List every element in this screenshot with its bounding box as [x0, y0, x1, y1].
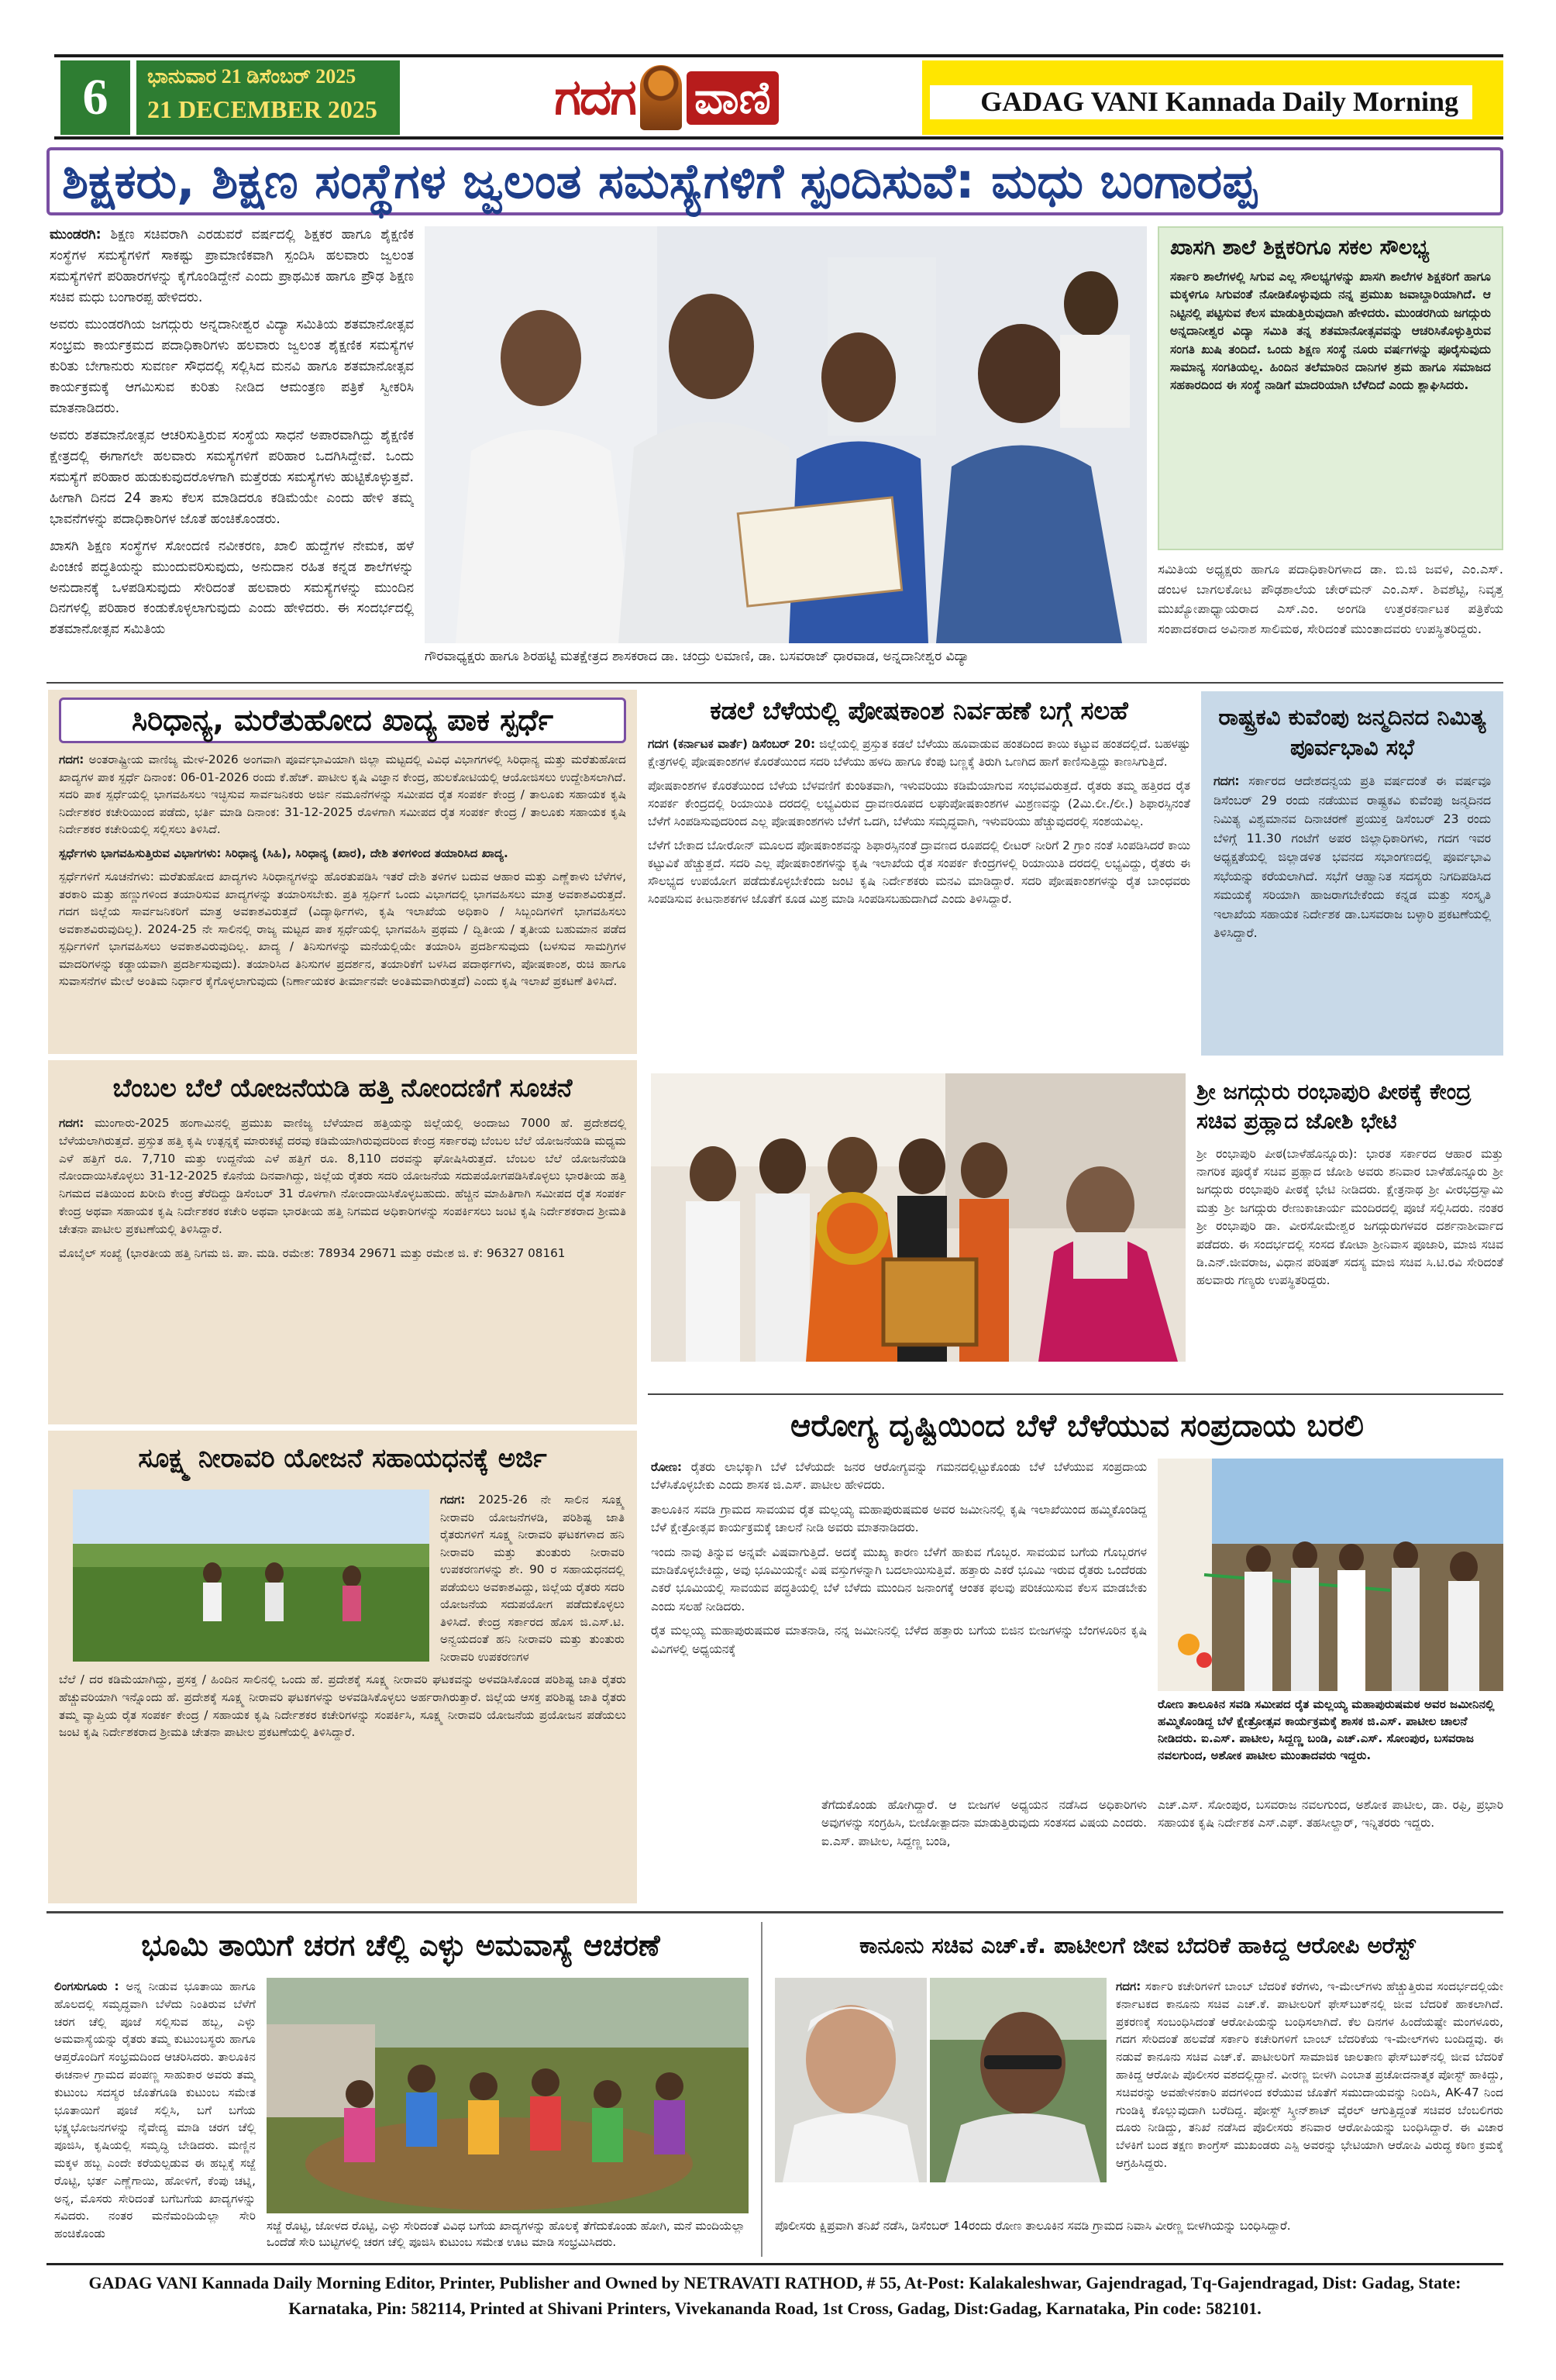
- irrigation-side: [440, 1491, 625, 1665]
- deity-figure-icon: [640, 65, 682, 130]
- health-photo-caption: ರೋಣ ತಾಲೂಕಿನ ಸವಡಿ ಸಮೀಪದ ರೈತ ಮಲ್ಲಯ್ಯ ಮಹಾಪುರುಷಮಠ ಅವರ ಜಮೀನಿನಲ್ಲಿ ಹಮ್ಮಿಕೊಂಡಿದ್ದ ಬೆಳೆ ಕ್ಷೇತ್ರೋತ್ಸವ ಕಾರ್ಯಕ್ರಮಕ್ಕೆ ಶಾಸಕ ಜಿ.ಎಸ್. ಪಾಟೀಲ ಚಾಲನೆ ನೀಡಿದರು. ಐ.ಎಸ್. ಪಾಟೀಲ, ಸಿದ್ದಣ್ಣ ಬಂಡಿ, ಎಚ್.ಎಸ್. ಸೋಂಪುರ, ಬಸವರಾಜ ನವಲಗುಂದ, ಅಶೋಕ ಪಾಟೀಲ ಮುಂತಾದವರು ಇದ್ದರು.: [1158, 1697, 1495, 1763]
- irrigation-headline: ಸೂಕ್ಷ್ಮ ನೀರಾವರಿ ಯೋಜನೆ ಸಹಾಯಧನಕ್ಕೆ ಅರ್ಜಿ: [138, 1443, 547, 1474]
- private-teachers-box: [1158, 226, 1503, 550]
- millet-paragraph: ಸ್ಪರ್ಧೆಗಳು ಭಾಗವಹಿಸುತ್ತಿರುವ ವಿಭಾಗಗಳು: ಸಿರಿಧಾನ್ಯ (ಸಿಹಿ), ಸಿರಿಧಾನ್ಯ (ಖಾರ), ದೇಶಿ ತಳಿಗಳಿಂದ ತಯಾರಿಸಿದ ಖಾದ್ಯ.: [59, 846, 508, 860]
- chickpea-paragraph: ಬೆಳೆಗೆ ಬೇಕಾದ ಬೋರೋನ್ ಮೂಲದ ಪೋಷಕಾಂಶವನ್ನು ಶಿಫಾರಸ್ಸಿನಂತೆ ದ್ರಾವಣದ ರೂಪದಲ್ಲಿ ಲೀಟರ್ ನೀರಿಗೆ 2 ಗ್ರಾಂ ನಂತೆ ಸಿಂಪಡಿಸಿದರೆ ಕಾಯಿ ಕಟ್ಟುವಿಕೆ ಹೆಚ್ಚುತ್ತದೆ. ಸದರಿ ಎಲ್ಲ ಪೋಷಕಾಂಶಗಳನ್ನು ಕೃಷಿ ಇಲಾಖೆಯ ರೈತ ಸಂಪರ್ಕ ಕೇಂದ್ರಗಳಲ್ಲಿ ರಿಯಾಯಿತಿ ದರದಲ್ಲಿ ಲಭ್ಯವಿದ್ದು, ರೈತರು ಈ ಸೌಲಭ್ಯದ ಉಪಯೋಗ ಪಡೆದುಕೊಳ್ಳಬೇಕೆಂದು ಜಂಟಿ ಕೃಷಿ ನಿರ್ದೇಶಕರು ಮನವಿ ಮಾಡಿದ್ದಾರೆ. ಸದರಿ ಪೋಷಕಾಂಶಗಳನ್ನು ರೈತ ಬಾಂಧವರು ಸಿಂಪಡಿಸುವ ಕೀಟನಾಶಕಗಳ ಜೊತೆಗೆ ಕೂಡ ಮಿಶ್ರ ಮಾಡಿ ಸಿಂಪಡಿಸಬಹುದಾಗಿದೆ ಎಂದು ತಿಳಿಸಿದ್ದಾರೆ.: [648, 838, 1190, 906]
- arrest-photo-accused: [930, 1978, 1107, 2182]
- lead-photo: [425, 226, 1147, 643]
- divider: [46, 682, 1503, 684]
- chickpea-body: [648, 735, 1190, 1045]
- health-headline: ಆರೋಗ್ಯ ದೃಷ್ಟಿಯಿಂದ ಬೆಳೆ ಬೆಳೆಯುವ ಸಂಪ್ರದಾಯ ಬರಲಿ: [790, 1408, 1364, 1444]
- amavasya-dateline: ಲಿಂಗಸುಗೂರು :: [54, 1979, 119, 1993]
- irrigation-dateline: ಗದಗ:: [440, 1493, 466, 1507]
- health-paragraph: ತಾಲೂಕಿನ ಸವಡಿ ಗ್ರಾಮದ ಸಾವಯವ ರೈತ ಮಲ್ಲಯ್ಯ ಮಹಾಪುರುಷಮಠ ಅವರ ಜಮೀನಿನಲ್ಲಿ ಕೃಷಿ ಇಲಾಖೆಯಿಂದ ಹಮ್ಮಿಕೊಂಡಿದ್ದ ಬೆಳೆ ಕ್ಷೇತ್ರೋತ್ಸವ ಕಾರ್ಯಕ್ರಮಕ್ಕೆ ಚಾಲನೆ ನೀಡಿ ಅವರು ಮಾತನಾಡಿದರು.: [651, 1502, 1147, 1535]
- cotton-box: [48, 1060, 637, 1424]
- joshi-body: ಶ್ರೀ ರಂಭಾಪುರಿ ಪೀಠ(ಬಾಳೆಹೊನ್ನೂರು): ಭಾರತ ಸರ್ಕಾರದ ಆಹಾರ ಮತ್ತು ನಾಗರಿಕ ಪೂರೈಕೆ ಸಚಿವ ಪ್ರಹ್ಲಾದ ಜೋಶಿ ಅವರು ಶನಿವಾರ ಬಾಳೆಹೊನ್ನೂರು ಶ್ರೀ ಜಗದ್ಗುರು ರಂಭಾಪುರಿ ಪೀಠಕ್ಕೆ ಭೇಟಿ ನೀಡಿದರು. ಕ್ಷೇತ್ರನಾಥ ಶ್ರೀ ವೀರಭದ್ರಸ್ವಾಮಿ ಮತ್ತು ಶ್ರೀ ಜಗದ್ಗುರು ರೇಣುಕಾಚಾರ್ಯ ಮಂದಿರದಲ್ಲಿ ಪೂಜೆ ಸಲ್ಲಿಸಿದರು. ನಂತರ ಶ್ರೀ ರಂಭಾಪುರಿ ಡಾ. ವೀರಸೋಮೇಶ್ವರ ಜಗದ್ಗುರುಗಳವರ ದರ್ಶನಾಶೀರ್ವಾದ ಪಡೆದರು. ಈ ಸಂದರ್ಭದಲ್ಲಿ ಸಂಸದ ಕೋಟಾ ಶ್ರೀನಿವಾಸ ಪೂಜಾರಿ, ಮಾಜಿ ಸಚಿವ ಡಿ.ಎನ್.ಜೀವರಾಜ, ವಿಧಾನ ಪರಿಷತ್ ಸದಸ್ಯ ಮಾಜಿ ಸಚಿವ ಸಿ.ಟಿ.ರವಿ ಸೇರಿದಂತೆ ಹಲವಾರು ಗಣ್ಯರು ಉಪಸ್ಥಿತರಿದ್ದರು.: [1196, 1146, 1503, 1288]
- cotton-headline: ಬೆಂಬಲ ಬೆಲೆ ಯೋಜನೆಯಡಿ ಹತ್ತಿ ನೋಂದಣಿಗೆ ಸೂಚನೆ: [112, 1073, 573, 1103]
- irrigation-box: [48, 1431, 637, 1903]
- kuvempu-body: [1213, 772, 1491, 1028]
- arrest-body: [1116, 1978, 1503, 2210]
- lead-paragraph: ಅವರು ಮುಂಡರಗಿಯ ಜಗದ್ಗುರು ಅನ್ನದಾನೀಶ್ವರ ವಿದ್ಯಾ ಸಮಿತಿಯ ಶತಮಾನೋತ್ಸವ ಸಂಭ್ರಮ ಕಾರ್ಯಕ್ರಮದ ಪದಾಧಿಕಾರಿಗಳು ಹಲವಾರು ಜ್ವಲಂತ ಶೈಕ್ಷಣಿಕ ಸಮಸ್ಯೆಗಳ ಕುರಿತು ಬೇಗಾನುರು ಸುವರ್ಣ ಸೌಧದಲ್ಲಿ ಸಲ್ಲಿಸಿದ ಮನವಿ ಹಾಗೂ ಶತಮಾನೋತ್ಸವ ಕಾರ್ಯಕ್ರಮಕ್ಕೆ ಆಗಮಿಸುವ ಕುರಿತು ನೀಡಿದ ಆಮಂತ್ರಣ ಪತ್ರಿಕೆ ಸ್ವೀಕರಿಸಿ ಮಾತನಾಡಿದರು.: [50, 316, 414, 416]
- joshi-photo: [651, 1073, 1186, 1362]
- chickpea-paragraph: ಪೋಷಕಾಂಶಗಳ ಕೊರತೆಯಿಂದ ಬೆಳೆಯ ಬೆಳವಣಿಗೆ ಕುಂಠಿತವಾಗಿ, ಇಳುವರಿಯು ಕಡಿಮೆಯಾಗುವ ಸಂಭವವಿರುತ್ತದೆ. ರೈತರು ತಮ್ಮ ಹತ್ತಿರದ ರೈತ ಸಂಪರ್ಕ ಕೇಂದ್ರದಲ್ಲಿ ರಿಯಾಯಿತಿ ದರದಲ್ಲಿ ಲಭ್ಯವಿರುವ ದ್ರಾವಣರೂಪದ ಲಘುಪೋಷಕಾಂಶಗಳ ಮಿಶ್ರಣವನ್ನು (2ಮಿ.ಲೀ./ಲೀ.) ಶಿಫಾರಸ್ಸಿನಂತೆ ಬೆಳೆಗೆ ಸಿಂಪಡಿಸುವುದರಿಂದ ಎಲ್ಲ ಪೋಷಕಾಂಶಗಳು ಬೆಳೆಗೆ ಒದಗಿ, ಬೆಳೆಯು ಸಮೃದ್ಧವಾಗಿ, ಇಳುವರಿಯು ಹೆಚ್ಚುವುದರಲ್ಲಿ ಸಂಶಯವಿಲ್ಲ.: [648, 778, 1190, 828]
- health-paragraph: ರೈತ ಮಲ್ಲಯ್ಯ ಮಹಾಪುರುಷಮಠ ಮಾತನಾಡಿ, ನನ್ನ ಜಮೀನಿನಲ್ಲಿ ಬೆಳೆದ ಹತ್ತಾರು ಬಗೆಯ ಬಿಜಿನ ಬೀಜಗಳನ್ನು ಬೆಂಗಳೂರಿನ ಕೃಷಿ ವಿವಿಗಳಲ್ಲಿ ಅಧ್ಯಯನಕ್ಕೆ: [651, 1624, 1147, 1656]
- imprint-footer: [46, 2263, 1503, 2330]
- millet-headline: ಸಿರಿಧಾನ್ಯ, ಮರೆತುಹೋದ ಖಾದ್ಯ ಪಾಕ ಸ್ಪರ್ಧೆ: [59, 697, 626, 743]
- page-number: 6: [60, 60, 130, 135]
- amavasya-photo-caption: ಸಜ್ಜೆ ರೊಟ್ಟಿ, ಜೋಳದ ರೊಟ್ಟಿ, ಎಳ್ಳು ಸೇರಿದಂತೆ ವಿವಿಧ ಬಗೆಯ ಖಾದ್ಯಗಳನ್ನು ಹೊಲಕ್ಕೆ ತೆಗೆದುಕೊಂಡು ಹೋಗಿ, ಮನೆ ಮಂದಿಯೆಲ್ಲಾ ಒಂದೆಡೆ ಸೇರಿ ಬುಟ್ಟಿಗಳಲ್ಲಿ ಚರಗ ಚೆಲ್ಲಿ ಪೂಜಿಸಿ ಕುಟುಂಬ ಸಮೇತ ಊಟ ಮಾಡಿ ಸಂಭ್ರಮಿಸಿದರು.: [267, 2219, 745, 2249]
- millet-body: [59, 751, 626, 1045]
- kuvempu-text: ಸರ್ಕಾರದ ಆದೇಶದನ್ವಯ ಪ್ರತಿ ವರ್ಷದಂತೆ ಈ ವರ್ಷವೂ ಡಿಸೆಂಬರ್ 29 ರಂದು ನಡೆಯುವ ರಾಷ್ಟ್ರಕವಿ ಕುವೆಂಪು ಜನ್ಮದಿನದ ನಿಮಿತ್ಯ ವಿಶ್ವಮಾನವ ದಿನಾಚರಣೆ ಪ್ರಯುಕ್ತ ಡಿಸೆಂಬರ್ 23 ರಂದು ಬೆಳಿಗ್ಗೆ 11.30 ಗಂಟೆಗೆ ಅಪರ ಜಿಲ್ಲಾಧಿಕಾರಿಗಳು, ಗದಗ ಇವರ ಅಧ್ಯಕ್ಷತೆಯಲ್ಲಿ ಜಿಲ್ಲಾಡಳಿತ ಭವನದ ಸಭಾಂಗಣದಲ್ಲಿ ಪೂರ್ವಭಾವಿ ಸಭೆಯನ್ನು ಕರೆಯಲಾಗಿದೆ. ಸಭೆಗೆ ಆಹ್ವಾನಿತ ಸದಸ್ಯರು ನಿಗದಿಪಡಿಸಿದ ಸಮಯಕ್ಕೆ ಸರಿಯಾಗಿ ಹಾಜರಾಗಬೇಕೆಂದು ಕನ್ನಡ ಮತ್ತು ಸಂಸ್ಕೃತಿ ಇಲಾಖೆಯ ಸಹಾಯಕ ನಿರ್ದೇಶಕ ಡಾ.ಬಸವರಾಜ ಬಳ್ಳಾರಿ ಪ್ರಕಟಣೆಯಲ್ಲಿ ತಿಳಿಸಿದ್ದಾರೆ.: [1213, 773, 1491, 941]
- health-photo: [1158, 1459, 1503, 1691]
- health-paragraph: ರೈತರು ಲಾಭಕ್ಕಾಗಿ ಬೆಳೆ ಬೆಳೆಯದೇ ಜನರ ಆರೋಗ್ಯವನ್ನು ಗಮನದಲ್ಲಿಟ್ಟುಕೊಂಡು ಬೆಳೆ ಬೆಳೆಯುವ ಸಂಪ್ರದಾಯ ಬೆಳೆಸಿಕೊಳ್ಳಬೇಕು ಎಂದು ಶಾಸಕ ಜಿ.ಎಸ್. ಪಾಟೀಲ ಹೇಳಿದರು.: [651, 1460, 1147, 1493]
- arrest-headline: ಕಾನೂನು ಸಚಿವ ಎಚ್.ಕೆ. ಪಾಟೀಲಗೆ ಜೀವ ಬೆದರಿಕೆ ಹಾಕಿದ್ದ ಆರೋಪಿ ಅರೆಸ್ಟ್: [859, 1932, 1416, 1958]
- imprint-line-1: GADAG VANI Kannada Daily Morning Editor, Printer, Publisher and Owned by NETRAVATI RATHOD, # 55, At-Post: Kalakaleshwar, Gajendragad, Tq-Gajendragad, Dist: Gadag, State:: [88, 2273, 1461, 2292]
- millet-paragraph: ಸ್ಪರ್ಧೆಗಳಿಗೆ ಸೂಚನೆಗಳು: ಮರೆತುಹೋದ ಖಾದ್ಯಗಳು ಸಿರಿಧಾನ್ಯಗಳನ್ನು ಹೊರತುಪಡಿಸಿ ಇತರೆ ದೇಶಿ ತಳಿಗಳ ಬದುವ ಆಹಾರ ಮತ್ತು ಎಣ್ಣೆಕಾಳು ಬೆಳೆಗಳ, ತರಕಾರಿ ಮತ್ತು ಹಣ್ಣುಗಳಿಂದ ತಯಾರಿಸುವ ಖಾದ್ಯಗಳನ್ನು ತಯಾರಿಸಬೇಕು. ಪ್ರತಿ ಸ್ಪರ್ಧಿಗೆ ಒಂದು ವಿಭಾಗದಲ್ಲಿ ಭಾಗವಹಿಸಲು ಮಾತ್ರ ಅವಕಾಶವಿರುತ್ತದೆ. ಗದಗ ಜಿಲ್ಲೆಯ ಸಾರ್ವಜನಿಕರಿಗೆ ಮಾತ್ರ ಅವಕಾಶವಿರುತ್ತದೆ (ವಿದ್ಯಾರ್ಥಿಗಳು, ಕೃಷಿ ಇಲಾಖೆಯ ಅಧಿಕಾರಿ / ಸಿಬ್ಬಂದಿಗಳಿಗೆ ಭಾಗವಹಿಸಲು ಅವಕಾಶವಿರುವುದಿಲ್ಲ). 2024-25 ನೇ ಸಾಲಿನಲ್ಲಿ ರಾಜ್ಯ ಮಟ್ಟದ ಪಾಕ ಸ್ಪರ್ಧೆಯಲ್ಲಿ ಭಾಗವಹಿಸಿ ಪ್ರಥಮ / ದ್ವಿತೀಯ / ತೃತೀಯ ಬಹುಮಾನ ಪಡೆದ ಸ್ಪರ್ಧಿಗಳಿಗೆ ಭಾಗವಹಿಸಲು ಅವಕಾಶವಿರುವುದಿಲ್ಲ. ಖಾದ್ಯ / ತಿನಿಸುಗಳನ್ನು ಮನೆಯಲ್ಲಿಯೇ ತಯಾರಿಸಿ ಪ್ರದರ್ಶಿಸುವುದು (ಬಳಸುವ ಸಾಮಗ್ರಿಗಳ ಮಾದರಿಗಳನ್ನು ಕಡ್ಡಾಯವಾಗಿ ಪ್ರದರ್ಶಿಸುವುದು). ತಯಾರಿಸಿದ ತಿನಿಸುಗಳ ಪ್ರದರ್ಶನ, ತಯಾರಿಕೆಗೆ ಬಳಸಿದ ಪದಾರ್ಥಗಳು, ಪೋಷಕಾಂಶ, ರುಚಿ ಹಾಗೂ ಸುವಾಸನೆಗಳ ಮೇಲೆ ಅಂತಿಮ ನಿರ್ಧಾರ ಕೈಗೊಳ್ಳಲಾಗುವುದು (ನಿರ್ಣಾಯಕರ ತೀರ್ಮಾನವೇ ಅಂತಿಮವಾಗಿರುತ್ತದೆ) ಎಂದು ಕೃಷಿ ಇಲಾಖೆ ಪ್ರಕಟಣೆ ತಿಳಿಸಿದೆ.: [59, 870, 626, 988]
- kuvempu-box: [1201, 691, 1503, 1056]
- joshi-story: [1196, 1077, 1503, 1424]
- divider: [648, 1393, 1503, 1395]
- lead-paragraph: ಶಿಕ್ಷಣ ಸಚಿವರಾಗಿ ಎರಡುವರೆ ವರ್ಷದಲ್ಲಿ ಶಿಕ್ಷಕರ ಹಾಗೂ ಶೈಕ್ಷಣಿಕ ಸಂಸ್ಥೆಗಳ ಸಮಸ್ಯೆಗಳಿಗೆ ಸಾಕಷ್ಟು ಪ್ರಾಮಾಣಿಕವಾಗಿ ಸ್ಪಂದಿಸಿ ಹಲವಾರು ಜ್ವಲಂತ ಸಮಸ್ಯೆಗಳಿಗೆ ಪರಿಹಾರಗಳನ್ನು ಕೈಗೊಂಡಿದ್ದೇನೆ ಎಂದು ಪ್ರಾಥಮಿಕ ಹಾಗೂ ಪ್ರೌಢ ಶಿಕ್ಷಣ ಸಚಿವ ಮಧು ಬಂಗಾರಪ್ಪ ಹೇಳಿದರು.: [50, 227, 414, 305]
- irrigation-bottom-text: ಬೆಲೆ / ದರ ಕಡಿಮೆಯಾಗಿದ್ದು, ಪ್ರಸಕ್ತ / ಹಿಂದಿನ ಸಾಲಿನಲ್ಲಿ ಒಂದು ಹೆ. ಪ್ರದೇಶಕ್ಕೆ ಸೂಕ್ಷ್ಮ ನೀರಾವರಿ ಘಟಕವನ್ನು ಅಳವಡಿಸಿಕೊಂಡ ಪರಿಶಿಷ್ಟ ಜಾತಿ ರೈತರು ಹೆಚ್ಚುವರಿಯಾಗಿ ಇನ್ನೊಂದು ಹೆ. ಪ್ರದೇಶಕ್ಕೆ ಸೂಕ್ಷ್ಮ ನೀರಾವರಿ ಘಟಕಗಳನ್ನು ಅಳವಡಿಸಿಕೊಳ್ಳಲು ಅರ್ಹರಾಗಿರುತ್ತಾರೆ. ಜಿಲ್ಲೆಯ ಆಸಕ್ತ ಪರಿಶಿಷ್ಟ ಜಾತಿ ರೈತರು ತಮ್ಮ ವ್ಯಾಪ್ತಿಯ ರೈತ ಸಂಪರ್ಕ ಕೇಂದ್ರ / ಸಹಾಯಕ ಕೃಷಿ ನಿರ್ದೇಶಕರ ಕಚೇರಿಗಳನ್ನು ಸಂಪರ್ಕಿಸಿ, ಸೂಕ್ಷ್ಮ ನೀರಾವರಿ ಯೋಜನೆಯ ಪ್ರಯೋಜನ ಪಡೆಯಲು ಜಂಟಿ ಕೃಷಿ ನಿರ್ದೇಶಕರಾದ ಶ್ರೀಮತಿ ಚೇತನಾ ಪಾಟೀಲ ಪ್ರಕಟಣೆಯಲ್ಲಿ ತಿಳಿಸಿದ್ದಾರೆ.: [59, 1672, 626, 1740]
- health-dateline: ರೋಣ:: [651, 1460, 683, 1474]
- joshi-headline: ಶ್ರೀ ಜಗದ್ಗುರು ರಂಭಾಪುರಿ ಪೀಠಕ್ಕೆ ಕೇಂದ್ರ ಸಚಿವ ಪ್ರಹ್ಲಾದ ಜೋಶಿ ಭೇಟಿ: [1196, 1079, 1472, 1134]
- lead-photo-caption: ಗೌರವಾಧ್ಯಕ್ಷರು ಹಾಗೂ ಶಿರಹಟ್ಟಿ ಮತಕ್ಷೇತ್ರದ ಶಾಸಕರಾದ ಡಾ. ಚಂದ್ರು ಲಮಾಣಿ, ಡಾ. ಬಸವರಾಜ್ ಧಾರವಾಡ, ಅನ್ನದಾನೀಶ್ವರ ವಿದ್ಯಾ: [425, 649, 969, 664]
- millet-paragraph: ಅಂತರಾಷ್ಟ್ರೀಯ ವಾಣಿಜ್ಯ ಮೇಳ-2026 ಅಂಗವಾಗಿ ಪೂರ್ವಭಾವಿಯಾಗಿ ಜಿಲ್ಲಾ ಮಟ್ಟದಲ್ಲಿ ವಿವಿಧ ವಿಭಾಗಗಳಲ್ಲಿ ಸಿರಿಧಾನ್ಯ ಮತ್ತು ಮರೆತುಹೋದ ಖಾದ್ಯಗಳ ಪಾಕ ಸ್ಪರ್ಧೆ ದಿನಾಂಕ: 06-01-2026 ರಂದು ಕೆ.ಹೆಚ್. ಪಾಟೀಲ ಕೃಷಿ ವಿಜ್ಞಾನ ಕೇಂದ್ರ, ಹುಲಕೋಟಿಯಲ್ಲಿ ಆಯೋಜಿಸಲು ಉದ್ದೇಶಿಸಲಾಗಿದೆ. ಸದರಿ ಪಾಕ ಸ್ಪರ್ಧೆಯಲ್ಲಿ ಭಾಗವಹಿಸಲು ಇಚ್ಛಿಸುವ ಸಾರ್ವಜನಿಕರು ಅರ್ಜಿ ನಮೂನೆಗಳನ್ನು ಸಮೀಪದ ರೈತ ಸಂಪರ್ಕ ಕೇಂದ್ರ / ತಾಲೂಕು ಸಹಾಯಕ ಕೃಷಿ ನಿರ್ದೇಶಕರ ಕಚೇರಿಯಿಂದ ಪಡೆದು, ಭರ್ತಿ ಮಾಡಿ ದಿನಾಂಕ: 31-12-2025 ರೊಳಗಾಗಿ ಸಮೀಪದ ರೈತ ಸಂಪರ್ಕ ಕೇಂದ್ರ / ತಾಲೂಕು ಸಹಾಯಕ ಕೃಷಿ ನಿರ್ದೇಶಕರ ಕಚೇರಿಯಲ್ಲಿ ಸಲ್ಲಿಸಲು ತಿಳಿಸಿದೆ.: [59, 753, 626, 836]
- millet-dateline: ಗದಗ:: [59, 753, 84, 766]
- newspaper-logo: [527, 60, 806, 135]
- date-kannada: ಭಾನುವಾರ 21 ಡಿಸೆಂಬರ್ 2025: [147, 65, 356, 88]
- date-box: [136, 60, 400, 135]
- private-teachers-text: ಸರ್ಕಾರಿ ಶಾಲೆಗಳಲ್ಲಿ ಸಿಗುವ ಎಲ್ಲ ಸೌಲಭ್ಯಗಳನ್ನು ಖಾಸಗಿ ಶಾಲೆಗಳ ಶಿಕ್ಷಕರಿಗೆ ಹಾಗೂ ಮಕ್ಕಳಿಗೂ ಸಿಗುವಂತೆ ನೋಡಿಕೊಳ್ಳುವುದು ನನ್ನ ಪ್ರಮುಖ ಜವಾಬ್ದಾರಿಯಾಗಿದೆ. ಆ ನಿಟ್ಟಿನಲ್ಲಿ ಪಟ್ಟಿಸುವ ಕೆಲಸ ಮಾಡುತ್ತಿರುವುದಾಗಿ ಹೇಳಿದರು. ಮುಂಡರಗಿಯ ಜಗದ್ಗುರು ಅನ್ನದಾನೀಶ್ವರ ವಿದ್ಯಾ ಸಮಿತಿ ತನ್ನ ಶತಮಾನೋತ್ಸವವನ್ನು ಆಚರಿಸಿಕೊಳ್ಳುತ್ತಿರುವ ಸಂಗತಿ ಖುಷಿ ತಂದಿದೆ. ಒಂದು ಶಿಕ್ಷಣ ಸಂಸ್ಥೆ ನೂರು ವರ್ಷಗಳನ್ನು ಪೂರೈಸುವುದು ಸಾಮಾನ್ಯ ಸಂಗತಿಯಲ್ಲ. ಹಿಂದಿನ ತಲೆಮಾರಿನ ದಾನಿಗಳ ಶ್ರಮ ಹಾಗೂ ಸಮಾಜದ ಸಹಕಾರದಿಂದ ಈ ಸಂಸ್ಥೆ ನಾಡಿಗೆ ಮಾದರಿಯಾಗಿ ಬೆಳೆದಿದೆ ಎಂದು ಶ್ಲಾಘಿಸಿದರು.: [1170, 270, 1491, 393]
- arrest-dateline: ಗದಗ:: [1116, 1979, 1141, 1993]
- amavasya-photo: [267, 1978, 749, 2213]
- arrest-caption: ಪೊಲೀಸರು ಕ್ಷಿಪ್ರವಾಗಿ ತನಿಖೆ ನಡೆಸಿ, ಡಿಸೆಂಬರ್ 14ರಂದು ರೋಣ ತಾಲೂಕಿನ ಸವಡಿ ಗ್ರಾಮದ ನಿವಾಸಿ ವೀರಣ್ಣ ಬೀಳಗಿಯನ್ನು ಬಂಧಿಸಿದ್ದಾರೆ.: [775, 2219, 1291, 2233]
- arrest-text: ಸರ್ಕಾರಿ ಕಚೇರಿಗಳಿಗೆ ಬಾಂಬ್ ಬೆದರಿಕೆ ಕರೆಗಳು, ಇ-ಮೇಲ್‌ಗಳು ಹೆಚ್ಚುತ್ತಿರುವ ಸಂದರ್ಭದಲ್ಲಿಯೇ ಕರ್ನಾಟಕದ ಕಾನೂನು ಸಚಿವ ಎಚ್.ಕೆ. ಪಾಟೀಲರಿಗೆ ಫೇಸ್‌ಬುಕ್‌ನಲ್ಲಿ ಜೀವ ಬೆದರಿಕೆ ಹಾಕಲಾಗಿದೆ. ಪ್ರಕರಣಕ್ಕೆ ಸಂಬಂಧಿಸಿದಂತೆ ಆರೋಪಿಯನ್ನು ಬಂಧಿಸಲಾಗಿದೆ. ಕೆಲ ದಿನಗಳ ಹಿಂದೆಯಷ್ಟೇ ಮಂಗಳೂರು, ಗದಗ ಸೇರಿದಂತೆ ಹಲವೆಡೆ ಸರ್ಕಾರಿ ಕಚೇರಿಗಳಿಗೆ ಬಾಂಬ್ ಬೆದರಿಕೆಯ ಇ-ಮೇಲ್‌ಗಳು ಬಂದಿದ್ದವು. ಈ ನಡುವೆ ಕಾನೂನು ಸಚಿವ ಎಚ್.ಕೆ. ಪಾಟೀಲರಿಗೆ ಸಾಮಾಜಿಕ ಜಾಲತಾಣ ಫೇಸ್‌ಬುಕ್‌ನಲ್ಲಿ ಜೀವ ಬೆದರಿಕೆ ಹಾಕಿದ್ದ ಆರೋಪಿ ಪೊಲೀಸರ ವಶದಲ್ಲಿದ್ದಾನೆ. ವೀರಣ್ಣ ಬೀಳಗಿ ಎಂಬಾತ ಪ್ರಚೋದನಾತ್ಮಕ ಪೋಸ್ಟ್ ಹಾಕಿದ್ದು, ಸಚಿವರನ್ನು ಅವಹೇಳನಕಾರಿ ಪದಗಳಿಂದ ಕರೆಯುವ ಜೊತೆಗೆ ಸಮುದಾಯವನ್ನು ನಿಂದಿಸಿ, AK-47 ನಿಂದ ಗುಂಡಿಕ್ಕಿ ಕೊಲ್ಲುವುದಾಗಿ ಬರೆದಿದ್ದ. ಪೋಸ್ಟ್ ಸ್ಕ್ರೀನ್‌ಶಾಟ್ ವೈರಲ್ ಆಗುತ್ತಿದ್ದಂತೆ ಸಚಿವರ ಬೆಂಬಲಿಗರು ದೂರು ನೀಡಿದ್ದು, ತನಿಖೆ ನಡೆಸಿದ ಪೊಲೀಸರು ಶನಿವಾರ ಆರೋಪಿಯನ್ನು ಬಂಧಿಸಿದ್ದಾರೆ. ಈ ವಿಚಾರ ಬೆಳಕಿಗೆ ಬಂದ ತಕ್ಷಣ ಕಾಂಗ್ರೆಸ್ ಮುಖಂಡರು ಎಸ್ಪಿ ಅವರನ್ನು ಭೇಟಿಯಾಗಿ ಆರೋಪಿ ವಿರುದ್ಧ ಕಠಿಣ ಕ್ರಮಕ್ಕೆ ಆಗ್ರಹಿಸಿದ್ದರು.: [1116, 1979, 1503, 2170]
- chickpea-dateline: ಗದಗ (ಕರ್ನಾಟಕ ವಾರ್ತೆ) ಡಿಸೆಂಬರ್ 20:: [648, 737, 816, 751]
- lead-paragraph: ಖಾಸಗಿ ಶಿಕ್ಷಣ ಸಂಸ್ಥೆಗಳ ಸೋಂದಣಿ ನವೀಕರಣ, ಖಾಲಿ ಹುದ್ದೆಗಳ ನೇಮಕ, ಹಳೆ ಪಿಂಚಣಿ ಪದ್ಧತಿಯನ್ನು ಮುಂದುವರಿಸುವುದು, ಅನುದಾನ ರಹಿತ ಕನ್ನಡ ಶಾಲೆಗಳನ್ನು ಅನುದಾನಕ್ಕೆ ಒಳಪಡಿಸುವುದು ಸೇರಿದಂತೆ ಹಲವಾರು ಸಮಸ್ಯೆಗಳನ್ನು ಮುಂದಿನ ದಿನಗಳಲ್ಲಿ ಪರಿಹಾರ ಕಂಡುಕೊಳ್ಳಲಾಗುವುದು ಎಂದು ಹೇಳಿದರು. ಈ ಸಂದರ್ಭದಲ್ಲಿ ಶತಮಾನೋತ್ಸವ ಸಮಿತಿಯ: [50, 538, 414, 638]
- cotton-paragraph: ಮೊಬೈಲ್ ಸಂಖ್ಯೆ (ಭಾರತೀಯ ಹತ್ತಿ ನಿಗಮ ಜಿ. ಪಾ. ಮಡಿ. ರಮೇಶ: 78934 29671 ಮತ್ತು ರಮೇಶ ಜಿ. ಕೆ: 96327 08161: [59, 1245, 566, 1260]
- chickpea-headline: ಕಡಲೆ ಬೆಳೆಯಲ್ಲಿ ಪೋಷಕಾಂಶ ನಿರ್ವಹಣೆ ಬಗ್ಗೆ ಸಲಹೆ: [710, 696, 1128, 725]
- lead-paragraph: ಅವರು ಶತಮಾನೋತ್ಸವ ಆಚರಿಸುತ್ತಿರುವ ಸಂಸ್ಥೆಯ ಸಾಧನೆ ಅಪಾರವಾಗಿದ್ದು ಶೈಕ್ಷಣಿಕ ಕ್ಷೇತ್ರದಲ್ಲಿ ಈಗಾಗಲೇ ಹಲವಾರು ಸಮಸ್ಯೆಗಳಿಗೆ ಪರಿಹಾರ ಒದಗಿಸಿದ್ದೇವೆ. ಒಂದು ಸಮಸ್ಯೆಗೆ ಪರಿಹಾರ ಹುಡುಕುವುದರೊಳಗಾಗಿ ಮತ್ತೆರಡು ಸಮಸ್ಯೆಗಳು ಹುಟ್ಟಿಕೊಳ್ಳುತ್ತವೆ. ಹೀಗಾಗಿ ದಿನದ 24 ತಾಸು ಕೆಲಸ ಮಾಡಿದರೂ ಕಡಿಮೆಯೇ ಎಂದು ಹೇಳಿ ತಮ್ಮ ಭಾವನೆಗಳನ್ನು ಪದಾಧಿಕಾರಿಗಳ ಜೊತೆ ಹಂಚಿಕೊಂಡರು.: [50, 427, 414, 527]
- health-continuation-left: ತೆಗೆದುಕೊಂಡು ಹೋಗಿದ್ದಾರೆ. ಆ ಬೀಜಗಳ ಅಧ್ಯಯನ ನಡೆಸಿದ ಅಧಿಕಾರಿಗಳು ಅವುಗಳನ್ನು ಸಂಗ್ರಹಿಸಿ, ಬೀಜೋತ್ಪಾದನಾ ಮಾಡುತ್ತಿರುವುದು ಸಂತಸದ ವಿಷಯ ಎಂದರು. ಐ.ಎಸ್. ಪಾಟೀಲ, ಸಿದ್ದಣ್ಣ ಬಂಡಿ,: [821, 1798, 1147, 1848]
- date-english: 21 DECEMBER 2025: [147, 95, 377, 123]
- lead-headline: ಶಿಕ್ಷಕರು, ಶಿಕ್ಷಣ ಸಂಸ್ಥೆಗಳ ಜ್ವಲಂತ ಸಮಸ್ಯೆಗಳಿಗೆ ಸ್ಪಂದಿಸುವೆ: ಮಧು ಬಂಗಾರಪ್ಪ: [46, 147, 1503, 215]
- irrigation-side-text: 2025-26 ನೇ ಸಾಲಿನ ಸೂಕ್ಷ್ಮ ನೀರಾವರಿ ಯೋಜನೆಗಳಡಿ, ಪರಿಶಿಷ್ಟ ಜಾತಿ ರೈತರುಗಳಿಗೆ ಸೂಕ್ಷ್ಮ ನೀರಾವರಿ ಘಟಕಗಳಾದ ಹನಿ ನೀರಾವರಿ ಮತ್ತು ತುಂತುರು ನೀರಾವರಿ ಉಪಕರಣಗಳನ್ನು ಶೇ. 90 ರ ಸಹಾಯಧನದಲ್ಲಿ ಪಡೆಯಲು ಅವಕಾಶವಿದ್ದು, ಜಿಲ್ಲೆಯ ರೈತರು ಸದರಿ ಯೋಜನೆಯ ಸದುಪಯೋಗ ಪಡೆದುಕೊಳ್ಳಲು ತಿಳಿಸಿದೆ. ಕೇಂದ್ರ ಸರ್ಕಾರದ ಹೊಸ ಜಿ.ಎಸ್.ಟಿ. ಅನ್ವಯದಂತೆ ಹನಿ ನೀರಾವರಿ ಮತ್ತು ತುಂತುರು ನೀರಾವರಿ ಉಪಕರಣಗಳ: [440, 1493, 625, 1664]
- logo-word-left: ಗದಗ: [554, 69, 635, 126]
- chickpea-paragraph: ಜಿಲ್ಲೆಯಲ್ಲಿ ಪ್ರಸ್ತುತ ಕಡಲೆ ಬೆಳೆಯು ಹೂವಾಡುವ ಹಂತದಿಂದ ಕಾಯಿ ಕಟ್ಟುವ ಹಂತದಲ್ಲಿದೆ. ಬಹಳಷ್ಟು ಕ್ಷೇತ್ರಗಳಲ್ಲಿ ಪೋಷಕಾಂಶಗಳ ಕೊರತೆಯಿಂದ ಸದರಿ ಬೆಳೆಯು ಹಳದಿ ಹಾಗೂ ಕೆಂಪು ಬಣ್ಣಕ್ಕೆ ತಿರುಗಿ ಒಣಗಿದ ಹಾಗೆ ಕಾಣಿಸುತ್ತಿದ್ದು ಕಾಣಸಿಗುತ್ತಿದೆ.: [648, 737, 1190, 769]
- lead-dateline: ಮುಂಡರಗಿ:: [50, 227, 102, 243]
- kuvempu-headline: ರಾಷ್ಟ್ರಕವಿ ಕುವೆಂಪು ಜನ್ಮದಿನದ ನಿಮಿತ್ಯ ಪೂರ್ವಭಾವಿ ಸಭೆ: [1218, 704, 1486, 761]
- chickpea-story: [648, 690, 1190, 1054]
- amavasya-body: [54, 1978, 256, 2257]
- divider: [46, 1911, 1503, 1913]
- cotton-dateline: ಗದಗ:: [59, 1116, 84, 1130]
- kuvempu-dateline: ಗದಗ:: [1213, 773, 1240, 789]
- lead-continuation: ಸಮಿತಿಯ ಅಧ್ಯಕ್ಷರು ಹಾಗೂ ಪದಾಧಿಕಾರಿಗಳಾದ ಡಾ. ಬಿ.ಜಿ ಜವಳಿ, ಎಂ.ಎಸ್. ಡಂಬಳ ಬಾಗಲಕೋಟ ಪೌಢಶಾಲೆಯ ಚೇರ್‌ಮನ್ ಎಂ.ಎಸ್. ಶಿವಶೆಟ್ಟಿ, ನಿವೃತ್ತ ಮುಖ್ಯೋಪಾಧ್ಯಾಯರಾದ ಎಸ್.ಎಂ. ಅಂಗಡಿ ಉತ್ತರಕರ್ನಾಟಕ ಪತ್ರಿಕೆಯ ಸಂಪಾದಕರಾದ ಅವಿನಾಶ ಸಾಲಿಮಠ, ಸೇರಿದಂತೆ ಮುಂತಾದವರು ಉಪಸ್ಥಿತರಿದ್ದರು.: [1158, 562, 1503, 637]
- divider: [761, 1922, 763, 2257]
- arrest-photo-minister: [775, 1978, 927, 2182]
- private-teachers-headline: ಖಾಸಗಿ ಶಾಲೆ ಶಿಕ್ಷಕರಿಗೂ ಸಕಲ ಸೌಲಭ್ಯ: [1170, 236, 1430, 260]
- millet-box: [48, 690, 637, 1054]
- cotton-body: [59, 1114, 626, 1417]
- health-continuation-right: ಎಚ್.ಎಸ್. ಸೋಂಪುರ, ಬಸವರಾಜ ನವಲಗುಂದ, ಅಶೋಕ ಪಾಟೀಲ, ಡಾ. ರಫ್ತಿ, ಪ್ರಭಾರಿ ಸಹಾಯಕ ಕೃಷಿ ನಿರ್ದೇಶಕ ಎಸ್.ಎಫ್. ತಹಸೀಲ್ದಾರ್, ಇನ್ನಿತರರು ಇದ್ದರು.: [1158, 1798, 1503, 1831]
- imprint-line-2: Karnataka, Pin: 582114, Printed at Shivani Printers, Vivekananda Road, 1st Cross, Gadag, Dist:Gadag, Karnataka, Pin code: 582101.: [288, 2299, 1262, 2318]
- amavasya-text: ಅನ್ನ ನೀಡುವ ಭೂತಾಯಿ ಹಾಗೂ ಹೊಲದಲ್ಲಿ ಸಮೃದ್ಧವಾಗಿ ಬೆಳೆದು ನಿಂತಿರುವ ಬೆಳೆಗೆ ಚರಗ ಚೆಲ್ಲಿ ಪೂಜೆ ಸಲ್ಲಿಸುವ ಹಬ್ಬ, ಎಳ್ಳು ಅಮವಾಸ್ಯೆಯನ್ನು ರೈತರು ತಮ್ಮ ಕುಟುಂಬಸ್ಥರು ಹಾಗೂ ಆಪ್ತರೊಂದಿಗೆ ಸಂಭ್ರಮದಿಂದ ಆಚರಿಸಿದರು. ತಾಲೂಕಿನ ಈಚನಾಳ ಗ್ರಾಮದ ಪಂಪಣ್ಣ ಸಾಹುಕಾರ ಅವರು ತಮ್ಮ ಕುಟುಂಬ ಸದಸ್ಯರ ಜೊತೆಗೂಡಿ ಕುಟುಂಬ ಸಮೇತ ಭೂತಾಯಿಗೆ ಪೂಜೆ ಸಲ್ಲಿಸಿ, ಬಗೆ ಬಗೆಯ ಭಕ್ಷ್ಯಭೋಜನಗಳನ್ನು ನೈವೇದ್ಯ ಮಾಡಿ ಚರಗ ಚೆಲ್ಲಿ ಪೂಜಿಸಿ, ಕೃಷಿಯಲ್ಲಿ ಸಮೃದ್ಧಿ ಬೇಡಿದರು. ಮಣ್ಣಿನ ಮಕ್ಕಳ ಹಬ್ಬ ಎಂದೇ ಕರೆಯಲ್ಪಡುವ ಈ ಹಬ್ಬಕ್ಕೆ ಸಜ್ಜೆ ರೊಟ್ಟಿ, ಭರ್ತ ಎಣ್ಣೆಗಾಯಿ, ಹೋಳಿಗೆ, ಕೆಂಪು ಚಟ್ನಿ, ಅನ್ನ, ಮೊಸರು ಸೇರಿದಂತೆ ಬಗೆಬಗೆಯ ಖಾದ್ಯಗಳನ್ನು ಸವಿದರು. ನಂತರ ಮನೆಮಂದಿಯೆಲ್ಲಾ ಸೇರಿ ಹಂಚಿಕೊಂಡು: [54, 1979, 256, 2241]
- logo-word-right: ವಾಣಿ: [687, 71, 779, 125]
- cotton-paragraph: ಮುಂಗಾರು-2025 ಹಂಗಾಮಿನಲ್ಲಿ ಪ್ರಮುಖ ವಾಣಿಜ್ಯ ಬೆಳೆಯಾದ ಹತ್ತಿಯನ್ನು ಜಿಲ್ಲೆಯಲ್ಲಿ ಅಂದಾಜು 7000 ಹೆ. ಪ್ರದೇಶದಲ್ಲಿ ಬೆಳೆಯಲಾಗಿರುತ್ತದೆ. ಪ್ರಸ್ತುತ ಹತ್ತಿ ಕೃಷಿ ಉತ್ಪನ್ನಕ್ಕೆ ಮಾರುಕಟ್ಟೆ ದರವು ಕಡಿಮೆಯಾಗಿರುವುದರಿಂದ ಕೇಂದ್ರ ಸರ್ಕಾರವು ಬೆಂಬಲ ಬೆಲೆ ಯೋಜನೆಯಡಿ ಮಧ್ಯಮ ಎಳೆ ಹತ್ತಿಗೆ ರೂ. 7,710 ಮತ್ತು ಉದ್ದನೆಯ ಎಳೆ ಹತ್ತಿಗೆ ರೂ. 8,110 ದರವನ್ನು ಘೋಷಿಸಿರುತ್ತದೆ. ಬೆಂಬಲ ಬೆಲೆ ಯೋಜನೆಯಡಿ ನೋಂದಾಯಿಸಿಕೊಳ್ಳಲು 31-12-2025 ಕೊನೆಯ ದಿನವಾಗಿದ್ದು, ಜಿಲ್ಲೆಯ ರೈತರು ಸದರಿ ಯೋಜನೆಯ ಸದುಪಯೋಗಪಡಿಸಿಕೊಳ್ಳಲು ಭಾರತೀಯ ಹತ್ತಿ ನಿಗಮದ ವತಿಯಿಂದ ಖರೀದಿ ಕೇಂದ್ರ ತೆರೆದಿದ್ದು ಡಿಸೆಂಬರ್ 31 ರೊಳಗಾಗಿ ನೋಂದಾಯಿಸಿಕೊಳ್ಳಬಹುದು. ಹೆಚ್ಚಿನ ಮಾಹಿತಿಗಾಗಿ ಸಮೀಪದ ರೈತ ಸಂಪರ್ಕ ಕೇಂದ್ರ ಅಥವಾ ಸಹಾಯಕ ಕೃಷಿ ನಿರ್ದೇಶಕರ ಕಚೇರಿ ಅಥವಾ ಭಾರತೀಯ ಹತ್ತಿ ನಿಗಮದ ಅಧಿಕಾರಿಗಳನ್ನು ಸಂಪರ್ಕಿಸಲು ಜಂಟಿ ಕೃಷಿ ನಿರ್ದೇಶಕರಾದ ಶ್ರೀಮತಿ ಚೇತನಾ ಪಾಟೀಲ ಪ್ರಕಟಣೆಯಲ್ಲಿ ತಿಳಿಸಿದ್ದಾರೆ.: [59, 1116, 626, 1236]
- amavasya-headline: ಭೂಮಿ ತಾಯಿಗೆ ಚರಗ ಚೆಲ್ಲಿ ಎಳ್ಳು ಅಮವಾಸ್ಯೆ ಆಚರಣೆ: [141, 1928, 660, 1962]
- health-body: [651, 1459, 1147, 1784]
- health-paragraph: ಇಂದು ನಾವು ತಿನ್ನುವ ಅನ್ನವೇ ವಿಷವಾಗುತ್ತಿದೆ. ಅದಕ್ಕೆ ಮುಖ್ಯ ಕಾರಣ ಬೆಳೆಗೆ ಹಾಕುವ ಗೊಬ್ಬರ. ಸಾವಯವ ಬಗೆಯ ಗೊಬ್ಬರಗಳ ಮಾಡಿಕೊಳ್ಳಬೇಕಿದ್ದು, ಅವು ಭೂಮಿಯನ್ನೇ ವಿಷ ವಸ್ತುಗಳನ್ನಾಗಿ ಬದಲಾಯಿಸುತ್ತಿವೆ. ಹತ್ತಾರು ಎಕರೆ ಭೂಮಿ ಇರುವ ರೈತರು ಒಂದೆರಡು ಎಕರೆ ಭೂಮಿಯಲ್ಲಿ ಸಾವಯವ ಪದ್ಧತಿಯಲ್ಲಿ ಬೆಳೆ ಬೆಳೆದು ಮುಂದಿನ ಜನಾಂಗಕ್ಕೆ ಆಂತಕ ಫಲವು ಪರಿಚಯಿಸುವ ಕೆಲಸ ಮಾಡಬೇಕು ಎಂದು ಸಲಹೆ ನೀಡಿದರು.: [651, 1545, 1147, 1614]
- brand-line: GADAG VANI Kannada Daily Morning: [930, 85, 1472, 119]
- irrigation-photo: [73, 1490, 429, 1662]
